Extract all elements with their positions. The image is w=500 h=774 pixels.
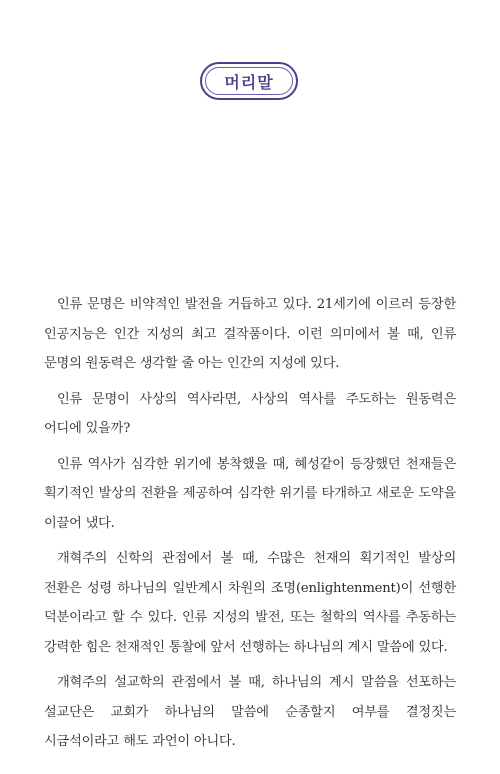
paragraph-2: 인류 문명이 사상의 역사라면, 사상의 역사를 주도하는 원동력은 어디에 있을까? [44, 391, 456, 436]
paragraph-4: 개혁주의 신학의 관점에서 볼 때, 수많은 천재의 획기적인 발상의 전환은 성령 하나님의 일반계시 차원의 조명(enlightenment)이 선행한 덕분이라고 할 수 있다. 인류 지성의 발전, 또는 철학의 역사를 추동하는 강력한 힘은 천재적인 통찰에 앞서 선행하는 하나님의 계시 말씀에 있다. [44, 551, 456, 655]
paragraph-3: 인류 역사가 심각한 위기에 봉착했을 때, 혜성같이 등장했던 천재들은 획기적인 발상의 전환을 제공하여 심각한 위기를 타개하고 새로운 도약을 이끌어 냈다. [44, 456, 456, 531]
preface-heading: 머리말 [224, 72, 274, 92]
paragraph-5: 개혁주의 설교학의 관점에서 볼 때, 하나님의 계시 말씀을 선포하는 설교단은 교회가 하나님의 말씀에 순종할지 여부를 결정짓는 시금석이라고 해도 과언이 아니다. [44, 675, 456, 749]
preface-heading-badge [200, 62, 298, 100]
preface-body [44, 290, 456, 763]
paragraph-1: 인류 문명은 비약적인 발전을 거듭하고 있다. 21세기에 이르러 등장한 인공지능은 인간 지성의 최고 걸작품이다. 이런 의미에서 볼 때, 인류 문명의 원동력은 생각할 줄 아는 인간의 지성에 있다. [44, 297, 456, 371]
